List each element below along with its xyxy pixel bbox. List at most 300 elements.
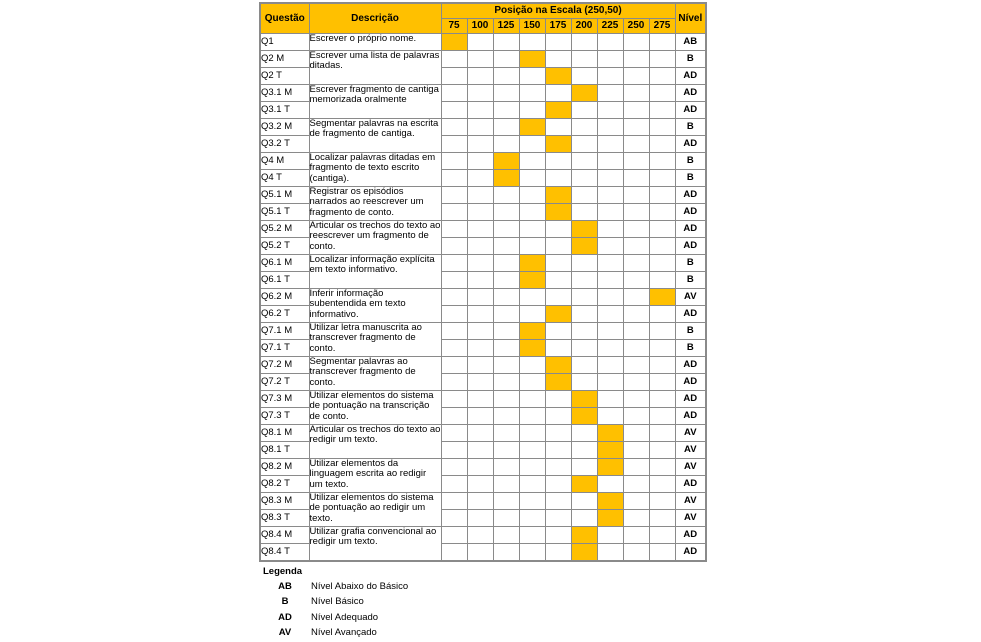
legend-label: Nível Básico xyxy=(311,596,364,607)
scale-cell xyxy=(467,186,493,203)
scale-cell xyxy=(623,373,649,390)
question-id: Q8.3 T xyxy=(260,509,309,526)
scale-cell xyxy=(519,152,545,169)
scale-cell xyxy=(649,322,675,339)
scale-cell xyxy=(649,356,675,373)
scale-cell xyxy=(493,254,519,271)
scale-position-marker xyxy=(545,305,571,322)
question-description: Segmentar palavras na escrita de fragmento de cantiga. xyxy=(309,118,441,152)
scale-cell xyxy=(467,50,493,67)
legend-item xyxy=(259,579,705,595)
scale-cell xyxy=(493,441,519,458)
scale-cell xyxy=(649,203,675,220)
scale-cell xyxy=(571,322,597,339)
scale-position-marker xyxy=(571,475,597,492)
scale-cell xyxy=(649,101,675,118)
scale-cell xyxy=(649,220,675,237)
scale-cell xyxy=(493,475,519,492)
header-posicao-escala: Posição na Escala (250,50) xyxy=(441,3,675,18)
scale-cell xyxy=(519,526,545,543)
scale-cell xyxy=(441,220,467,237)
scale-cell xyxy=(493,356,519,373)
scale-cell xyxy=(441,118,467,135)
scale-position-marker xyxy=(571,220,597,237)
scale-cell xyxy=(649,424,675,441)
legend-code: B xyxy=(281,596,289,607)
scale-cell xyxy=(493,33,519,50)
scale-position-marker xyxy=(597,441,623,458)
legend-item xyxy=(259,594,705,610)
scale-cell xyxy=(623,271,649,288)
scale-cell xyxy=(441,84,467,101)
scale-cell xyxy=(467,271,493,288)
table-row xyxy=(260,356,706,373)
scale-cell xyxy=(545,475,571,492)
scale-cell xyxy=(467,101,493,118)
level-code: AD xyxy=(675,543,706,561)
scale-cell xyxy=(623,356,649,373)
scale-cell xyxy=(649,271,675,288)
scale-cell xyxy=(571,509,597,526)
question-id: Q8.2 M xyxy=(260,458,309,475)
scale-cell xyxy=(493,271,519,288)
scale-cell xyxy=(519,492,545,509)
header-descricao: Descrição xyxy=(309,3,441,33)
scale-cell xyxy=(441,441,467,458)
scale-cell xyxy=(571,271,597,288)
question-description: Utilizar letra manuscrita ao transcrever fragmento de conto. xyxy=(309,322,441,356)
scale-cell xyxy=(441,152,467,169)
scale-cell xyxy=(493,237,519,254)
scale-cell xyxy=(649,152,675,169)
scale-cell xyxy=(649,509,675,526)
scale-cell xyxy=(545,50,571,67)
scale-cell xyxy=(467,424,493,441)
scale-cell xyxy=(597,339,623,356)
scale-position-marker xyxy=(545,356,571,373)
scale-cell xyxy=(623,475,649,492)
table-row xyxy=(260,152,706,169)
header-scale-100: 100 xyxy=(467,18,493,33)
question-id: Q7.1 T xyxy=(260,339,309,356)
header-questao: Questão xyxy=(260,3,309,33)
question-id: Q7.3 M xyxy=(260,390,309,407)
question-description: Articular os trechos do texto ao reescrever um fragmento de conto. xyxy=(309,220,441,254)
scale-cell xyxy=(623,424,649,441)
header-scale-175: 175 xyxy=(545,18,571,33)
scale-cell xyxy=(597,288,623,305)
scale-cell xyxy=(649,458,675,475)
scale-cell xyxy=(597,220,623,237)
scale-cell xyxy=(597,101,623,118)
question-id: Q6.2 M xyxy=(260,288,309,305)
scale-cell xyxy=(545,84,571,101)
scale-cell xyxy=(467,33,493,50)
scale-cell xyxy=(649,441,675,458)
scale-cell xyxy=(467,373,493,390)
scale-position-marker xyxy=(493,169,519,186)
question-description: Localizar informação explícita em texto informativo. xyxy=(309,254,441,288)
level-code: B xyxy=(675,254,706,271)
legend-code: AV xyxy=(278,627,292,638)
scale-cell xyxy=(519,458,545,475)
scale-cell xyxy=(493,373,519,390)
scale-position-marker xyxy=(649,288,675,305)
table-row xyxy=(260,390,706,407)
level-code: B xyxy=(675,322,706,339)
question-description: Escrever uma lista de palavras ditadas. xyxy=(309,50,441,84)
scale-cell xyxy=(623,152,649,169)
scale-cell xyxy=(623,33,649,50)
scale-cell xyxy=(649,50,675,67)
scale-cell xyxy=(467,169,493,186)
level-code: AD xyxy=(675,84,706,101)
scale-cell xyxy=(623,237,649,254)
question-id: Q3.2 M xyxy=(260,118,309,135)
level-code: AB xyxy=(675,33,706,50)
scale-cell xyxy=(493,203,519,220)
scale-cell xyxy=(649,526,675,543)
scale-cell xyxy=(493,390,519,407)
scale-position-marker xyxy=(597,492,623,509)
legend-item xyxy=(259,625,705,641)
scale-cell xyxy=(597,390,623,407)
scale-cell xyxy=(623,543,649,561)
scale-cell xyxy=(623,203,649,220)
table-row xyxy=(260,526,706,543)
scale-cell xyxy=(545,237,571,254)
scale-cell xyxy=(441,254,467,271)
question-description: Utilizar elementos da linguagem escrita ao redigir um texto. xyxy=(309,458,441,492)
scale-cell xyxy=(597,118,623,135)
scale-position-marker xyxy=(441,33,467,50)
question-id: Q5.1 M xyxy=(260,186,309,203)
scale-cell xyxy=(597,203,623,220)
scale-cell xyxy=(623,509,649,526)
level-code: AD xyxy=(675,373,706,390)
scale-cell xyxy=(597,84,623,101)
scale-cell xyxy=(493,458,519,475)
scale-cell xyxy=(597,356,623,373)
scale-cell xyxy=(441,509,467,526)
scale-cell xyxy=(571,50,597,67)
question-id: Q8.3 M xyxy=(260,492,309,509)
scale-cell xyxy=(623,458,649,475)
scale-position-marker xyxy=(571,390,597,407)
question-id: Q3.1 T xyxy=(260,101,309,118)
level-code: B xyxy=(675,118,706,135)
table-row xyxy=(260,424,706,441)
scale-cell xyxy=(649,407,675,424)
scale-cell xyxy=(597,254,623,271)
scale-cell xyxy=(571,152,597,169)
level-code: AD xyxy=(675,220,706,237)
scale-cell xyxy=(571,169,597,186)
scale-cell xyxy=(545,339,571,356)
header-scale-125: 125 xyxy=(493,18,519,33)
level-code: AV xyxy=(675,424,706,441)
scale-cell xyxy=(467,441,493,458)
scale-cell xyxy=(493,322,519,339)
scale-position-marker xyxy=(519,50,545,67)
scale-cell xyxy=(623,67,649,84)
scale-cell xyxy=(571,254,597,271)
scale-cell xyxy=(493,407,519,424)
scale-cell xyxy=(467,237,493,254)
question-id: Q2 M xyxy=(260,50,309,67)
scale-cell xyxy=(571,135,597,152)
scale-cell xyxy=(545,424,571,441)
scale-cell xyxy=(545,407,571,424)
scale-cell xyxy=(441,203,467,220)
scale-cell xyxy=(545,390,571,407)
scale-cell xyxy=(623,135,649,152)
scale-cell xyxy=(649,237,675,254)
scale-cell xyxy=(519,373,545,390)
scale-cell xyxy=(545,33,571,50)
question-id: Q1 xyxy=(260,33,309,50)
scale-cell xyxy=(649,254,675,271)
table-row xyxy=(260,220,706,237)
scale-cell xyxy=(467,475,493,492)
scale-cell xyxy=(493,526,519,543)
scale-cell xyxy=(623,526,649,543)
scale-cell xyxy=(649,84,675,101)
legend xyxy=(259,564,705,641)
header-scale-250: 250 xyxy=(623,18,649,33)
level-code: AD xyxy=(675,135,706,152)
question-description: Utilizar elementos do sistema de pontuação na transcrição de conto. xyxy=(309,390,441,424)
scale-cell xyxy=(545,169,571,186)
question-id: Q5.2 T xyxy=(260,237,309,254)
scale-cell xyxy=(519,84,545,101)
scale-cell xyxy=(571,441,597,458)
scale-cell xyxy=(597,67,623,84)
scale-position-marker xyxy=(545,101,571,118)
legend-code: AD xyxy=(278,611,292,623)
scale-cell xyxy=(519,407,545,424)
scale-cell xyxy=(441,373,467,390)
question-description: Utilizar grafia convencional ao redigir um texto. xyxy=(309,526,441,561)
level-code: AV xyxy=(675,509,706,526)
question-description: Registrar os episódios narrados ao reescrever um fragmento de conto. xyxy=(309,186,441,220)
scale-position-marker xyxy=(493,152,519,169)
scale-cell xyxy=(597,135,623,152)
scale-cell xyxy=(597,322,623,339)
scale-cell xyxy=(493,220,519,237)
scale-cell xyxy=(467,288,493,305)
scale-cell xyxy=(441,356,467,373)
scale-cell xyxy=(571,33,597,50)
scale-cell xyxy=(467,509,493,526)
level-code: AD xyxy=(675,67,706,84)
scale-cell xyxy=(545,322,571,339)
table-row xyxy=(260,118,706,135)
scale-position-marker xyxy=(545,135,571,152)
question-id: Q2 T xyxy=(260,67,309,84)
table-row xyxy=(260,492,706,509)
question-id: Q7.3 T xyxy=(260,407,309,424)
scale-cell xyxy=(623,84,649,101)
scale-cell xyxy=(493,84,519,101)
legend-item xyxy=(259,610,705,626)
scale-cell xyxy=(597,169,623,186)
header-scale-275: 275 xyxy=(649,18,675,33)
scale-position-marker xyxy=(545,373,571,390)
scale-cell xyxy=(571,203,597,220)
scale-cell xyxy=(649,135,675,152)
scale-cell xyxy=(623,254,649,271)
level-code: B xyxy=(675,271,706,288)
scale-cell xyxy=(467,220,493,237)
scale-cell xyxy=(597,152,623,169)
scale-cell xyxy=(519,220,545,237)
level-code: AV xyxy=(675,492,706,509)
legend-label: Nível Abaixo do Básico xyxy=(311,580,409,592)
scale-cell xyxy=(519,237,545,254)
level-code: AD xyxy=(675,475,706,492)
scale-cell xyxy=(623,390,649,407)
scale-cell xyxy=(545,288,571,305)
scale-cell xyxy=(597,271,623,288)
scale-cell xyxy=(571,67,597,84)
scale-cell xyxy=(597,33,623,50)
header-scale-225: 225 xyxy=(597,18,623,33)
table-row xyxy=(260,50,706,67)
scale-cell xyxy=(597,237,623,254)
scale-cell xyxy=(571,492,597,509)
question-id: Q7.2 M xyxy=(260,356,309,373)
scale-cell xyxy=(441,543,467,561)
legend-label: Nível Avançado xyxy=(311,627,377,638)
scale-cell xyxy=(467,339,493,356)
scale-cell xyxy=(571,424,597,441)
level-code: B xyxy=(675,50,706,67)
scale-cell xyxy=(623,220,649,237)
scale-position-marker xyxy=(519,271,545,288)
scale-cell xyxy=(519,390,545,407)
scale-cell xyxy=(467,390,493,407)
scale-cell xyxy=(545,254,571,271)
scale-cell xyxy=(441,322,467,339)
scale-cell xyxy=(467,458,493,475)
scale-cell xyxy=(649,186,675,203)
question-id: Q7.1 M xyxy=(260,322,309,339)
scale-position-marker xyxy=(597,458,623,475)
scale-cell xyxy=(545,526,571,543)
question-id: Q3.1 M xyxy=(260,84,309,101)
scale-position-marker xyxy=(519,118,545,135)
scale-cell xyxy=(467,543,493,561)
scale-position-marker xyxy=(571,543,597,561)
scale-cell xyxy=(467,152,493,169)
scale-cell xyxy=(441,288,467,305)
question-description: Articular os trechos do texto ao redigir um texto. xyxy=(309,424,441,458)
question-id: Q6.1 M xyxy=(260,254,309,271)
level-code: AD xyxy=(675,407,706,424)
scale-cell xyxy=(441,50,467,67)
scale-cell xyxy=(467,526,493,543)
scale-cell xyxy=(597,50,623,67)
legend-label: Nível Adequado xyxy=(311,611,379,623)
table-row xyxy=(260,186,706,203)
legend-code: AB xyxy=(278,580,292,592)
scale-cell xyxy=(519,186,545,203)
question-id: Q5.2 M xyxy=(260,220,309,237)
question-id: Q7.2 T xyxy=(260,373,309,390)
scale-cell xyxy=(519,509,545,526)
scale-cell xyxy=(441,526,467,543)
scale-position-marker xyxy=(545,186,571,203)
header-nivel: Nível xyxy=(675,3,706,33)
scale-cell xyxy=(623,118,649,135)
scale-cell xyxy=(545,492,571,509)
scale-cell xyxy=(441,169,467,186)
scale-cell xyxy=(649,475,675,492)
scale-cell xyxy=(441,492,467,509)
scale-cell xyxy=(545,152,571,169)
scale-cell xyxy=(441,67,467,84)
scale-cell xyxy=(545,118,571,135)
scale-cell xyxy=(493,101,519,118)
scale-cell xyxy=(597,475,623,492)
question-id: Q8.4 T xyxy=(260,543,309,561)
scale-position-marker xyxy=(571,237,597,254)
scale-position-marker xyxy=(545,203,571,220)
scale-cell xyxy=(545,220,571,237)
table-row xyxy=(260,322,706,339)
scale-cell xyxy=(467,203,493,220)
scale-cell xyxy=(519,203,545,220)
scale-cell xyxy=(649,118,675,135)
scale-cell xyxy=(623,492,649,509)
scale-cell xyxy=(441,407,467,424)
scale-cell xyxy=(493,135,519,152)
scale-position-marker xyxy=(571,84,597,101)
scale-cell xyxy=(597,186,623,203)
scale-cell xyxy=(571,458,597,475)
question-id: Q6.2 T xyxy=(260,305,309,322)
scale-cell xyxy=(493,305,519,322)
scale-position-marker xyxy=(597,509,623,526)
scale-cell xyxy=(571,339,597,356)
scale-cell xyxy=(467,254,493,271)
scale-cell xyxy=(649,169,675,186)
scale-cell xyxy=(545,441,571,458)
scale-cell xyxy=(545,458,571,475)
level-code: AD xyxy=(675,526,706,543)
level-code: AD xyxy=(675,305,706,322)
question-description: Escrever o próprio nome. xyxy=(309,33,441,50)
scale-position-marker xyxy=(571,407,597,424)
table-row xyxy=(260,254,706,271)
scale-cell xyxy=(571,305,597,322)
scale-cell xyxy=(493,288,519,305)
scale-cell xyxy=(493,424,519,441)
scale-cell xyxy=(467,67,493,84)
scale-cell xyxy=(623,322,649,339)
scale-cell xyxy=(597,526,623,543)
scale-cell xyxy=(623,441,649,458)
scale-cell xyxy=(441,305,467,322)
results-table xyxy=(259,2,707,562)
scale-cell xyxy=(597,373,623,390)
scale-cell xyxy=(571,101,597,118)
scale-cell xyxy=(519,288,545,305)
scale-cell xyxy=(571,373,597,390)
level-code: B xyxy=(675,169,706,186)
scale-cell xyxy=(441,101,467,118)
